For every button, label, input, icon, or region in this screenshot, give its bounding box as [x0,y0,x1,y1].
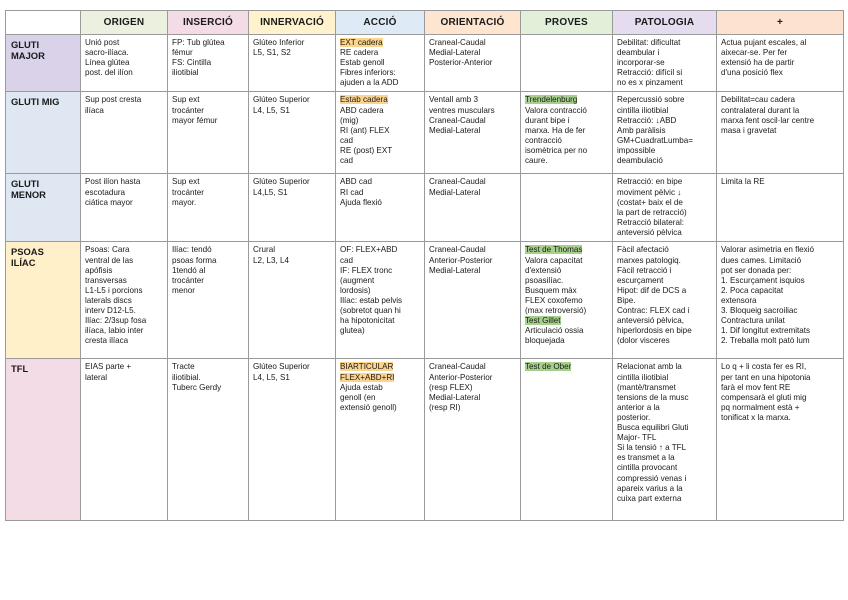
cell-text-line: Tracte [172,362,195,372]
cell-extra [717,359,844,521]
cell-insercio [168,174,249,242]
cell-extra [717,242,844,359]
cell-text-line: Si la tensió ↑ a TFL [617,443,687,453]
cell-origen [81,92,168,174]
cell-text-line: cad [340,156,354,166]
muscle-name-line: ILÍAC [11,257,36,269]
cell-insercio [168,35,249,92]
cell-text-line: Valora capacitat [525,255,583,265]
cell-text-line: masa i gravetat [721,125,777,135]
cell-text-line: incorporar-se [617,58,665,68]
cell-text-line: anteversió pèlvica, [617,316,685,326]
cell-text-line: 1. Escurçament isquios [721,275,805,285]
cell-text-line: EIAS parte + [85,362,132,372]
cell-text-line: Actua pujant escales, al [721,38,807,47]
highlighted-text-line: EXT cadera [340,38,383,47]
cell-text-line: Limita la RE [721,177,765,187]
cell-text-line: Medial-Lateral [429,265,481,275]
header-accio: ACCIÓ [336,11,425,35]
cell-text-line: Bipe. [617,295,636,305]
highlighted-text-line: Estab cadera [340,95,388,105]
cell-text-line: Glúteo Inferior [253,38,305,47]
cell-text-line: aixecar-se. Per fer [721,48,788,58]
cell-text-line: Medial-Lateral [429,48,481,58]
cell-text-line: per tant en una hipotonia [721,372,811,382]
cell-patologia [613,242,717,359]
cell-extra [717,35,844,92]
cell-text-line: psoas forma [172,255,217,265]
cell-text-line: Relacionat amb la [617,362,682,372]
cell-patologia [613,359,717,521]
cell-text-line: escurçament [617,275,664,285]
cell-accio [336,359,425,521]
cell-proves [521,174,613,242]
header-innervacio: INNERVACIÓ [249,11,336,35]
cell-extra [717,92,844,174]
cell-text-line: Ilíac: 2/3sup fosa [85,316,147,326]
cell-text-line: Post ilíon hasta [85,177,141,187]
cell-text-line: apófisis [85,265,113,275]
cell-text-line: ajuden a la ADD [340,78,399,88]
cell-text-line: Hipot: dif de DCS a [617,285,687,295]
muscle-name-line: GLUTI [11,39,40,50]
cell-text-line: RE cadera [340,48,379,58]
cell-text-line: RI cad [340,187,364,197]
cell-text-line: extensió ha de partir [721,58,795,68]
cell-insercio [168,242,249,359]
cell-text-line: Posterior-Anterior [429,58,493,68]
cell-text-line: Medial-Lateral [429,187,481,197]
cell-orientacio [425,242,521,359]
cell-text-line: L1-L5 i porcions [85,285,143,295]
highlighted-text-line: Trendelenburg [525,95,578,105]
cell-text-line: sacro-ilíaca. [85,48,129,58]
cell-text-line: iliotibial. [172,372,201,382]
cell-text-line: transversas [85,275,127,285]
table-row-gluti-menor [6,174,844,242]
cell-text-line: Glúteo Superior [253,177,310,187]
muscle-name-line: GLUTI [11,178,40,190]
cell-text-line: Sup ext [172,95,200,105]
cell-text-line: apareix varius a la [617,483,683,493]
cell-text-line: contralateral durant la [721,105,800,115]
cell-text-line: Craneal-Caudal [429,362,486,372]
cell-text-line: Fàcil retracció i [617,265,672,275]
cell-text-line: cintilla iliotibial [617,372,669,382]
highlighted-text-line: Test Gillet [525,316,561,326]
cell-text-line: cuixa part externa [617,493,682,503]
cell-text-line: genoll (en [340,392,376,402]
cell-text-line: ilíaca [85,105,104,115]
cell-text-line: iliotibial [172,68,199,78]
cell-text-line: marxa fent oscil·lar centre [721,115,815,125]
cell-text-line: menor [172,285,195,295]
cell-innervacio [249,359,336,521]
cell-text-line: marxes patologiq. [617,255,681,265]
header-extra: + [717,11,844,35]
cell-text-line: ventral de las [85,255,134,265]
muscle-name-line: MENOR [11,189,46,201]
cell-text-line: d'una posició flex [721,68,783,78]
cell-text-line: Lo q + li costa fer es RI, [721,362,807,372]
cell-text-line: cintilla provocant [617,463,678,473]
muscle-name-cell [6,174,81,242]
cell-text-line: deambular i [617,48,660,58]
cell-proves [521,359,613,521]
cell-text-line: ciática mayor [85,197,133,207]
muscle-name-cell [6,92,81,174]
table-row-psoas-iliac [6,242,844,359]
cell-text-line: trocánter [172,275,204,285]
cell-text-line: L5, S1, S2 [253,48,291,58]
cell-origen [81,242,168,359]
cell-text-line: RI (ant) FLEX [340,125,390,135]
cell-text-line: cresta ilíaca [85,336,129,346]
cell-text-line: mayor. [172,197,197,207]
muscle-name-line: TFL [11,363,29,375]
cell-text-line: Línea glútea [85,58,130,68]
cell-text-line: ABD cadera [340,105,384,115]
cell-text-line: Crural [253,245,276,255]
cell-text-line: cad [340,255,354,265]
cell-text-line: Fàcil afectació [617,245,669,255]
cell-text-line: la part de retracció) [617,207,687,217]
cell-proves [521,242,613,359]
cell-origen [81,359,168,521]
cell-text-line: caure. [525,156,548,166]
cell-text-line: (sobretot quan hi [340,306,401,316]
cell-text-line: (dolor visceres [617,336,670,346]
cell-text-line: Articulació ossia [525,326,584,336]
cell-text-line: (resp RI) [429,402,461,412]
cell-text-line: Psoas: Cara [85,245,130,255]
cell-proves [521,92,613,174]
cell-orientacio [425,359,521,521]
cell-text-line: glutea) [340,326,365,336]
cell-text-line: post. del ilíon [85,68,133,78]
cell-text-line: Valorar asimetria en flexió [721,245,814,255]
cell-accio [336,35,425,92]
cell-text-line: lateral [85,372,108,382]
cell-text-line: compensarà el gluti mig [721,392,807,402]
cell-text-line: Repercussió sobre [617,95,685,105]
cell-patologia [613,174,717,242]
cell-text-line: 1tendó al [172,265,206,275]
cell-text-line: bloquejada [525,336,565,346]
cell-text-line: RE (post) EXT [340,145,393,155]
table-row-tfl [6,359,844,521]
header-insercio: INSERCIÓ [168,11,249,35]
cell-text-line: ilíaca, labio inter [85,326,144,336]
cell-text-line: Medial-Lateral [429,125,481,135]
cell-text-line: Contrac: FLEX cad i [617,306,690,316]
cell-text-line: contracció [525,135,562,145]
cell-text-line: L2, L3, L4 [253,255,290,265]
cell-text-line: interv D12-L5. [85,306,136,316]
cell-orientacio [425,174,521,242]
cell-text-line: moviment pèlvic ↓ [617,187,682,197]
header-corner-cell [6,11,81,35]
cell-text-line: Ilíac: tendó [172,245,212,255]
cell-text-line: Ajuda flexió [340,197,382,207]
cell-text-line: tensions de la musc [617,392,689,402]
cell-text-line: ventres musculars [429,105,495,115]
table-row-gluti-mig [6,92,844,174]
cell-orientacio [425,35,521,92]
cell-text-line: Ventall amb 3 [429,95,479,105]
cell-text-line: Anterior-Posterior [429,255,493,265]
cell-text-line: Anterior-Posterior [429,372,493,382]
cell-text-line: Craneal-Caudal [429,115,486,125]
cell-text-line: laterals discs [85,295,132,305]
muscle-name-cell [6,359,81,521]
cell-text-line: Debilitat: dificultat [617,38,681,47]
cell-text-line: (costat+ baix el de [617,197,683,207]
highlighted-text-line: FLEX+ABD+RI [340,372,395,382]
cell-text-line: (mig) [340,115,359,125]
muscle-name-line: GLUTI MIG [11,96,60,108]
muscle-name-cell [6,242,81,359]
cell-text-line: L4, L5, S1 [253,105,290,115]
cell-text-line: L4,L5, S1 [253,187,288,197]
cell-text-line: Glúteo Superior [253,362,310,372]
cell-text-line: farà el mov fent RE [721,382,791,392]
cell-text-line: extensió genoll) [340,402,397,412]
header-origen: ORIGEN [81,11,168,35]
cell-text-line: trocánter [172,187,204,197]
cell-accio [336,92,425,174]
cell-text-line: (mantè/transmet [617,382,676,392]
cell-text-line: compressió venas i [617,473,687,483]
muscle-name-line: PSOAS [11,246,44,258]
cell-text-line: Craneal-Caudal [429,245,486,255]
cell-patologia [613,92,717,174]
cell-text-line: 3. Bloqueig sacroiliac [721,306,798,316]
cell-text-line: dues cames. Limitació [721,255,802,265]
cell-text-line: 1. Dif longitut extremitats [721,326,811,336]
cell-innervacio [249,174,336,242]
cell-text-line: tonificat x la marxa. [721,412,791,422]
header-orientacio: ORIENTACIÓ [425,11,521,35]
cell-text-line: Retracció: difícil si [617,68,683,78]
cell-text-line: FLEX coxofemo [525,295,583,305]
cell-insercio [168,92,249,174]
cell-origen [81,174,168,242]
cell-text-line: pq normalment està + [721,402,800,412]
cell-text-line: Retracció: en bipe [617,177,683,187]
cell-accio [336,174,425,242]
cell-text-line: isomètrica per no [525,145,588,155]
cell-text-line: 2. Treballa molt patò lum [721,336,810,346]
table-row-gluti-major [6,35,844,92]
muscle-name-line: MAJOR [11,50,45,61]
cell-proves [521,35,613,92]
cell-text-line: extensora [721,295,757,305]
cell-text-line: impossible [617,145,656,155]
header-proves: PROVES [521,11,613,35]
cell-text-line: psoasilíac. [525,275,564,285]
cell-text-line: GM+CuadratLumba= [617,135,694,145]
cell-text-line: anteversió pèlvica [617,227,682,237]
cell-text-line: Tuberc Gerdy [172,382,222,392]
cell-orientacio [425,92,521,174]
cell-text-line: pot ser donada per: [721,265,792,275]
cell-text-line: Sup ext [172,177,200,187]
cell-text-line: IF: FLEX tronc [340,265,393,275]
cell-text-line: Amb paràlisis [617,125,666,135]
cell-text-line: Busquem màx [525,285,577,295]
cell-text-line: fémur [172,48,193,58]
highlighted-text-line: BIARTICULAR [340,362,394,372]
cell-text-line: Fibres inferiors: [340,68,396,78]
cell-text-line: Ajuda estab [340,382,383,392]
cell-innervacio [249,242,336,359]
cell-text-line: posterior. [617,412,651,422]
cell-insercio [168,359,249,521]
highlighted-text-line: Test de Thomas [525,245,583,255]
cell-text-line: L4, L5, S1 [253,372,290,382]
cell-text-line: escotadura [85,187,126,197]
cell-text-line: es transmet a la [617,453,675,463]
cell-text-line: ha hipotonicitat [340,316,395,326]
cell-text-line: trocánter [172,105,204,115]
cell-text-line: ABD cad [340,177,372,187]
cell-text-line: (resp FLEX) [429,382,473,392]
highlighted-text-line: Test de Ober [525,362,572,372]
cell-text-line: 2. Poca capacitat [721,285,784,295]
cell-text-line: Retracció: ↓ABD [617,115,677,125]
cell-text-line: (max retroversió) [525,306,587,316]
cell-text-line: FS: Cintilla [172,58,212,68]
cell-text-line: cintilla iliotibial [617,105,669,115]
cell-accio [336,242,425,359]
cell-text-line: cad [340,135,354,145]
cell-text-line: Medial-Lateral [429,392,481,402]
anatomy-table [5,10,844,521]
cell-text-line: Estab genoll [340,58,385,68]
cell-text-line: mayor fémur [172,115,218,125]
cell-text-line: Contractura unilat [721,316,785,326]
cell-text-line: Retracció bilateral: [617,217,685,227]
cell-text-line: durant bipe i [525,115,570,125]
cell-text-line: Valora contracció [525,105,587,115]
cell-text-line: Major- TFL [617,433,657,443]
cell-text-line: OF: FLEX+ABD [340,245,398,255]
cell-text-line: Craneal-Caudal [429,38,486,47]
cell-text-line: d'extensió [525,265,562,275]
cell-text-line: Glúteo Superior [253,95,310,105]
header-row [6,11,844,35]
cell-text-line: no es x pinzament [617,78,683,88]
cell-text-line: Debilitat=cau cadera [721,95,796,105]
cell-text-line: Sup post cresta [85,95,142,105]
cell-text-line: hiperlordosis en bipe [617,326,692,336]
cell-text-line: lordosis) [340,285,371,295]
cell-patologia [613,35,717,92]
muscle-name-cell [6,35,81,92]
cell-innervacio [249,92,336,174]
cell-text-line: deambulació [617,156,663,166]
cell-text-line: Unió post [85,38,120,47]
cell-text-line: Ilíac: estab pelvis [340,295,403,305]
cell-text-line: (augment [340,275,375,285]
cell-origen [81,35,168,92]
cell-extra [717,174,844,242]
cell-text-line: FP: Tub glútea [172,38,225,47]
cell-text-line: anterior a la [617,402,660,412]
cell-text-line: Craneal-Caudal [429,177,486,187]
cell-text-line: Busca equilibri Gluti [617,423,689,433]
header-patologia: PATOLOGIA [613,11,717,35]
cell-text-line: marxa. Ha de fer [525,125,586,135]
cell-innervacio [249,35,336,92]
